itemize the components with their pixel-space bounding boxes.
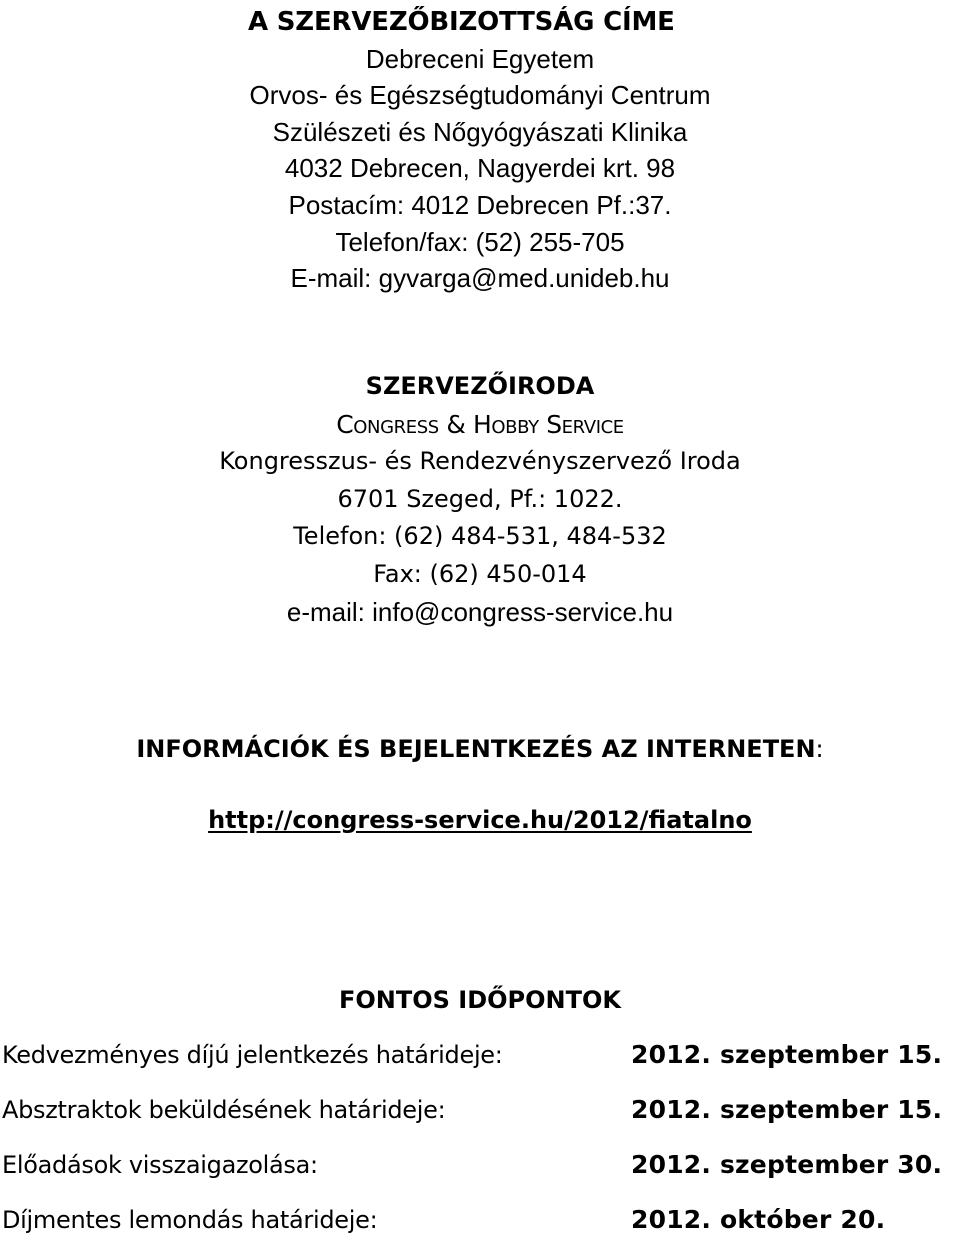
important-dates-heading: FONTOS IDŐPONTOK (339, 986, 621, 1014)
office-line: Telefon: (62) 484-531, 484-532 (293, 522, 667, 551)
office-company-name: Congress & Hobby Service (336, 409, 624, 439)
internet-info-heading-colon: : (815, 735, 824, 763)
office-line: 6701 Szeged, Pf.: 1022. (337, 484, 623, 513)
date-value: 2012. szeptember 30. (631, 1150, 943, 1179)
organizer-line: Debreceni Egyetem (365, 43, 595, 74)
date-label: Díjmentes lemondás határideje: (2, 1206, 378, 1234)
office-line: Kongresszus- és Rendezvényszervező Iroda (219, 447, 741, 476)
organizer-line: Telefon/fax: (52) 255-705 (335, 226, 625, 257)
registration-link[interactable]: http://congress-service.hu/2012/fiatalno (208, 806, 752, 834)
organizer-address-block (0, 4, 960, 297)
date-row (0, 1037, 960, 1092)
office-address-block (0, 368, 960, 631)
date-row (0, 1092, 960, 1147)
office-email: e-mail: info@congress-service.hu (286, 596, 674, 627)
organizer-heading: A SZERVEZŐBIZOTTSÁG CÍME (248, 7, 675, 37)
internet-info-heading-text: INFORMÁCIÓK ÉS BEJELENTKEZÉS AZ INTERNETEN (136, 735, 816, 763)
date-label: Absztraktok beküldésének határideje: (2, 1096, 446, 1124)
date-value: 2012. október 20. (631, 1205, 886, 1234)
important-dates-list (0, 1037, 960, 1257)
organizer-line: Orvos- és Egészségtudományi Centrum (249, 80, 711, 111)
registration-link-row (0, 802, 960, 838)
date-label: Kedvezményes díjú jelentkezés határideje: (2, 1041, 503, 1069)
organizer-line: Szülészeti és Nőgyógyászati Klinika (272, 116, 688, 147)
date-value: 2012. szeptember 15. (631, 1040, 943, 1069)
date-label: Előadások visszaigazolása: (2, 1151, 318, 1179)
date-value: 2012. szeptember 15. (631, 1095, 943, 1124)
office-heading: SZERVEZŐIRODA (365, 372, 595, 400)
date-row (0, 1147, 960, 1202)
organizer-line: Postacím: 4012 Debrecen Pf.:37. (288, 189, 672, 220)
organizer-email: E-mail: gyvarga@med.unideb.hu (290, 263, 670, 294)
organizer-line: 4032 Debrecen, Nagyerdei krt. 98 (284, 153, 676, 184)
internet-info-heading (0, 731, 960, 767)
office-line: Fax: (62) 450-014 (373, 559, 587, 588)
date-row (0, 1202, 960, 1257)
